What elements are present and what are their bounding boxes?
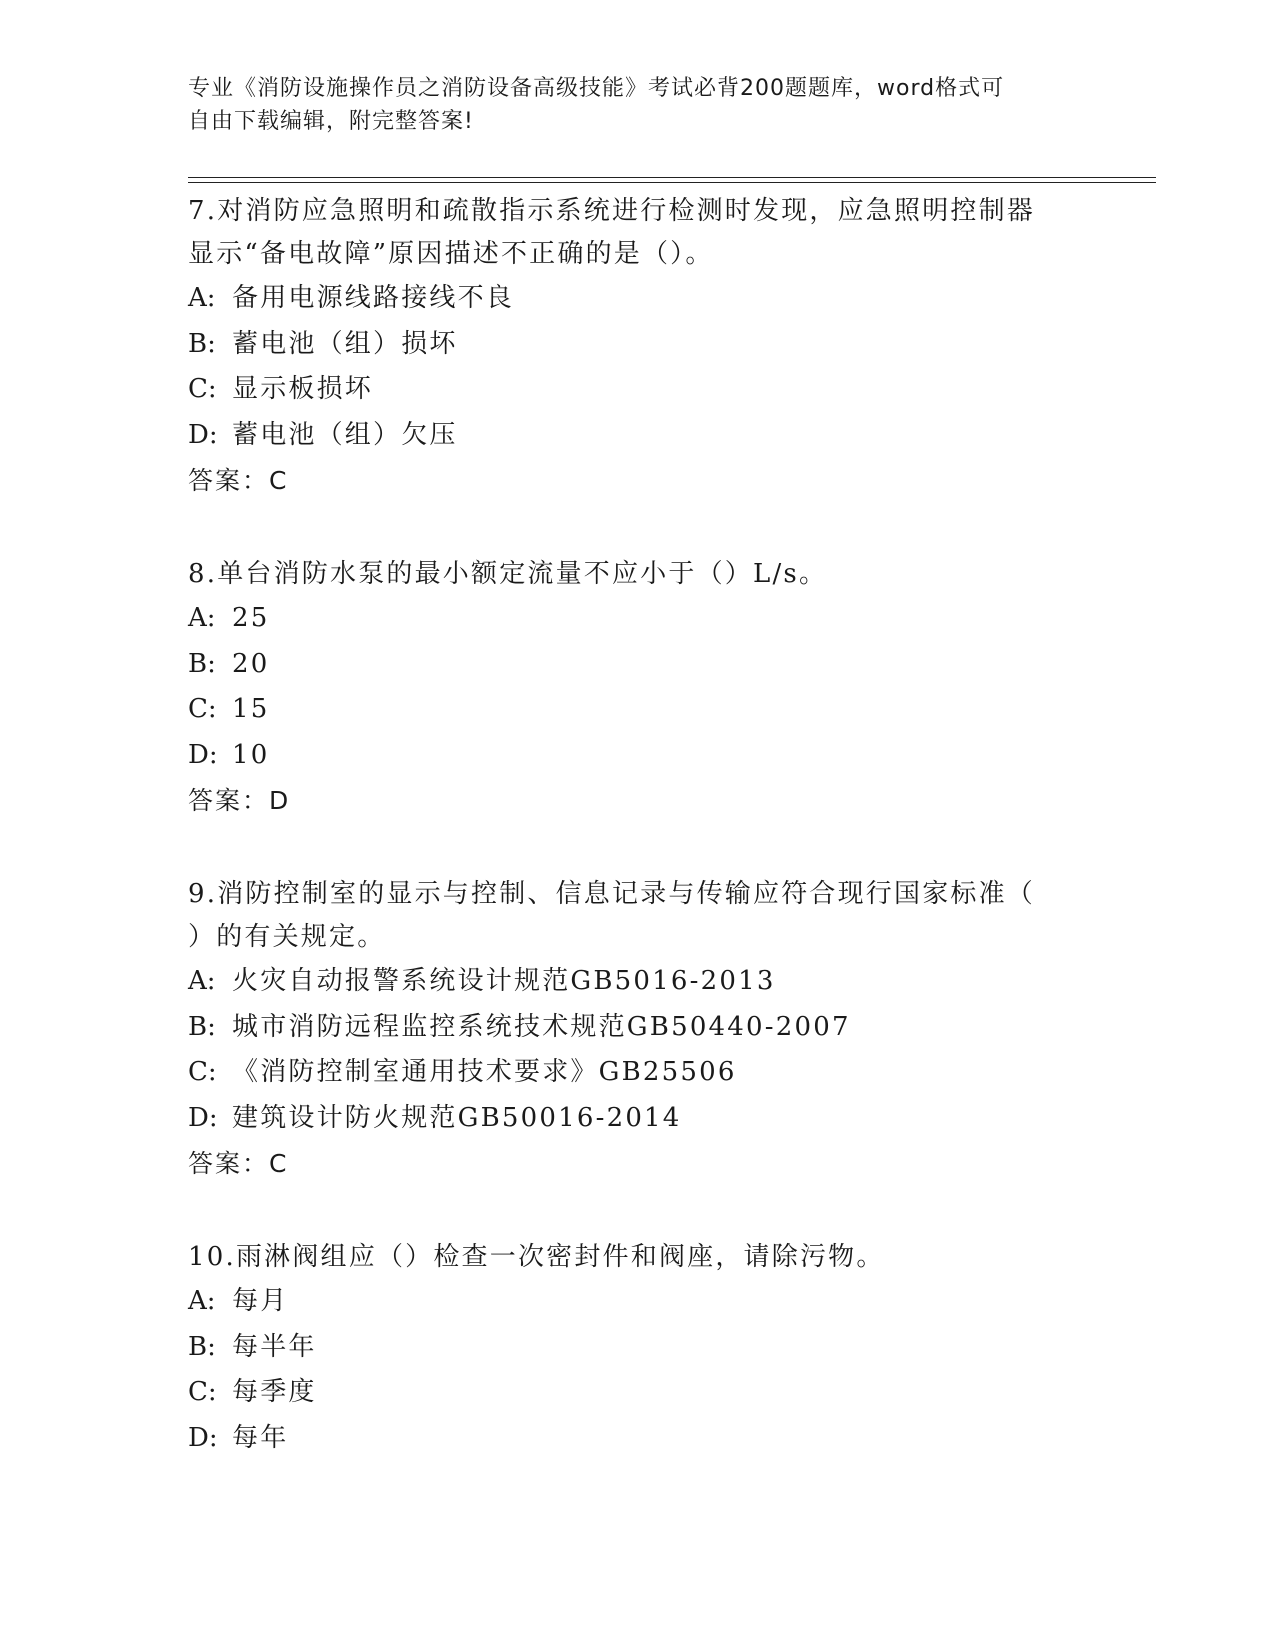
answer-line: 答案：C [188,466,289,495]
option-text: 火灾自动报警系统设计规范GB5016-2013 [232,966,776,996]
option-b [188,1005,1078,1051]
option-letter: C: [188,1057,217,1087]
option-c [188,1370,1078,1416]
option-letter: B: [188,648,216,679]
option-text: 20 [232,648,270,679]
question-stem-line-1: 7.对消防应急照明和疏散指示系统进行检测时发现，应急照明控制器 [188,196,1036,226]
option-text: 显示板损坏 [232,374,374,404]
option-text: 每半年 [232,1331,317,1362]
option-text: 蓄电池（组）损坏 [232,328,458,359]
option-letter: A: [188,966,216,996]
question-spacer [188,1186,1078,1236]
header-divider-top [188,177,1156,178]
option-letter: A: [188,603,216,633]
option-a [188,959,1078,1005]
header-divider-bottom [188,182,1156,183]
option-text: 每年 [232,1422,289,1453]
question-stem [188,873,1078,959]
option-c [188,1050,1078,1096]
question-7 [188,190,1078,503]
option-d [188,1096,1078,1142]
option-letter: D: [188,739,218,770]
option-letter: B: [188,328,216,359]
option-letter: D: [188,1102,218,1133]
question-stem-line-1: 8.单台消防水泵的最小额定流量不应小于（）L/s。 [188,559,828,589]
option-letter: C: [188,1377,217,1407]
option-b [188,322,1078,368]
option-text: 15 [232,694,270,724]
question-list [188,190,1078,1461]
question-8 [188,553,1078,823]
question-stem [188,553,1078,596]
option-d [188,1416,1078,1462]
question-stem [188,190,1078,276]
option-text: 《消防控制室通用技术要求》GB25506 [232,1057,737,1087]
option-text: 每季度 [232,1377,317,1407]
option-letter: A: [188,283,216,313]
option-letter: D: [188,1422,218,1453]
option-letter: C: [188,374,217,404]
question-stem [188,1236,1078,1279]
document-header [188,72,1068,138]
header-line-2: 自由下载编辑，附完整答案! [188,109,474,134]
option-letter: C: [188,694,217,724]
option-text: 25 [232,603,270,633]
question-stem-line-1: 10.雨淋阀组应（）检查一次密封件和阀座，请除污物。 [188,1242,885,1272]
header-line-1: 专业《消防设施操作员之消防设备高级技能》考试必背200题题库，word格式可 [188,76,1005,101]
question-stem-line-2: ）的有关规定。 [188,922,386,952]
option-letter: B: [188,1011,216,1042]
option-text: 备用电源线路接线不良 [232,283,515,313]
option-text: 蓄电池（组）欠压 [232,419,458,450]
option-a [188,1279,1078,1325]
option-a [188,276,1078,322]
answer-line: 答案：C [188,1149,289,1178]
option-b [188,1325,1078,1371]
option-letter: D: [188,419,218,450]
answer-line: 答案：D [188,786,291,815]
option-c [188,367,1078,413]
option-d [188,733,1078,779]
option-d [188,413,1078,459]
option-letter: A: [188,1286,216,1316]
option-text: 建筑设计防火规范GB50016-2014 [232,1102,682,1133]
question-9 [188,873,1078,1186]
option-letter: B: [188,1331,216,1362]
option-text: 每月 [232,1286,289,1316]
option-text: 10 [232,739,270,770]
question-10 [188,1236,1078,1461]
question-stem-line-1: 9.消防控制室的显示与控制、信息记录与传输应符合现行国家标准（ [188,879,1036,909]
question-spacer [188,503,1078,553]
option-b [188,642,1078,688]
option-a [188,596,1078,642]
question-spacer [188,823,1078,873]
option-text: 城市消防远程监控系统技术规范GB50440-2007 [232,1011,851,1042]
option-c [188,687,1078,733]
question-stem-line-2: 显示“备电故障”原因描述不正确的是（）。 [188,239,714,269]
